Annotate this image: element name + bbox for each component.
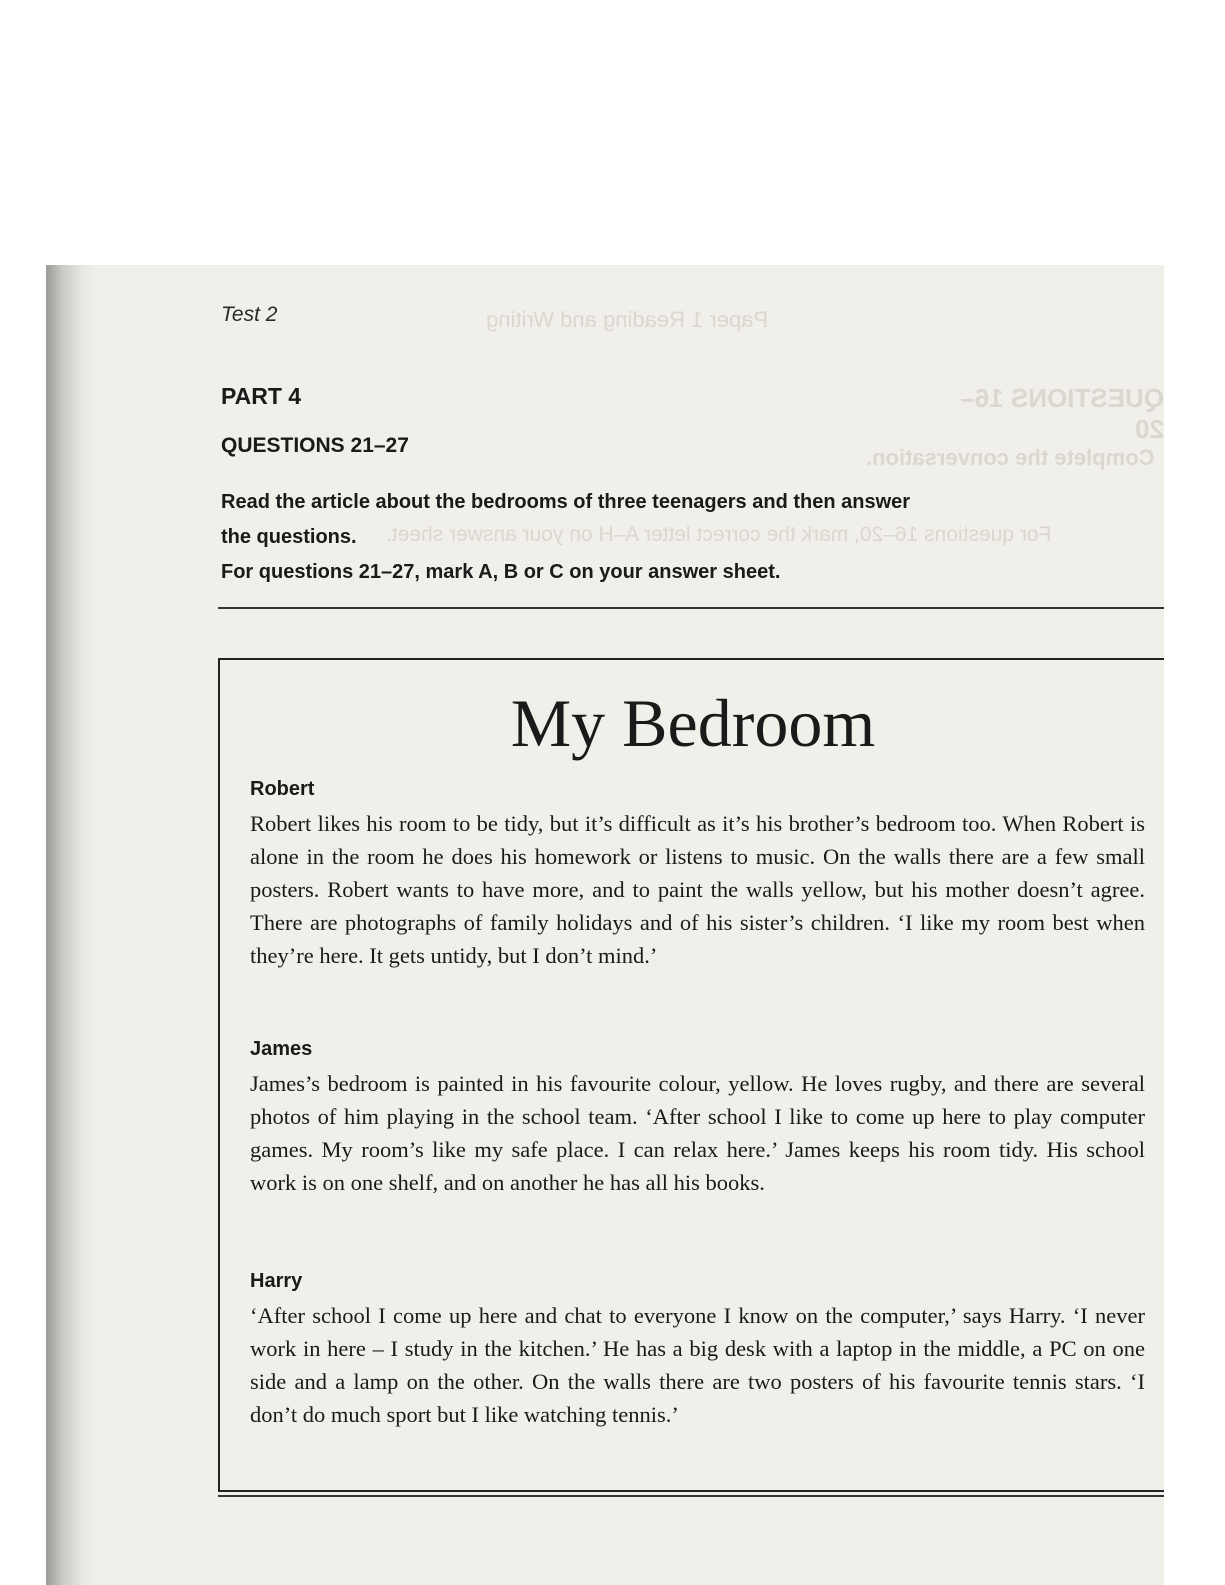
article-section-robert — [250, 778, 1145, 972]
article-title: My Bedroom — [510, 685, 876, 761]
divider — [218, 1495, 1164, 1497]
section-text: ‘After school I come up here and chat to everyone I know on the computer,’ says Harry. ‘I never work in here – I study in the kitchen.’ He has a big desk with a laptop in the middle, a PC on one side and a lamp on the other. On the walls there are two posters of his favourite tennis stars. ‘I don’t do much sport but I like watching tennis.’ — [250, 1303, 1145, 1427]
section-name: James — [250, 1038, 313, 1060]
section-name: Harry — [250, 1270, 303, 1292]
running-head: Test 2 — [221, 303, 278, 326]
section-text: Robert likes his room to be tidy, but it’s difficult as it’s his brother’s bedroom too. When Robert is alone in the room he does his homework or listens to music. On the walls there are a few small posters. Robert wants to have more, and to paint the walls yellow, but his mother doesn’t agree. There are photographs of family holidays and of his sister’s children. ‘I like my room best when they’re here. It gets untidy, but I don’t mind.’ — [250, 811, 1145, 968]
part-heading: PART 4 — [221, 383, 302, 409]
divider — [218, 607, 1164, 609]
questions-heading: QUESTIONS 21–27 — [221, 434, 409, 457]
show-through-text: Paper 1 Reading and Writing — [486, 307, 769, 332]
section-name: Robert — [250, 778, 315, 800]
show-through-text: Complete the conversation. — [866, 445, 1155, 470]
book-page — [46, 265, 1164, 1585]
article-box — [218, 658, 1164, 1492]
instructions — [221, 485, 1041, 590]
book-spine-shadow — [46, 265, 98, 1585]
section-text: James’s bedroom is painted in his favourite colour, yellow. He loves rugby, and there are several photos of him playing in the school team. ‘After school I like to come up here to play computer games. My room’s like my safe place. I can relax here.’ James keeps his room tidy. His school work is on one shelf, and on another he has all his books. — [250, 1071, 1145, 1195]
show-through-text: For questions 16–20, mark the correct letter A–H on your answer sheet. — [386, 523, 1052, 546]
instruction-line: Read the article about the bedrooms of three teenagers and then answer — [221, 491, 911, 513]
instruction-line: the questions. — [221, 526, 357, 548]
article-section-harry — [250, 1270, 1145, 1431]
article-section-james — [250, 1038, 1145, 1199]
instruction-line: For questions 21–27, mark A, B or C on your answer sheet. — [221, 561, 781, 583]
show-through-text: QUESTIONS 16–20 — [960, 383, 1164, 444]
